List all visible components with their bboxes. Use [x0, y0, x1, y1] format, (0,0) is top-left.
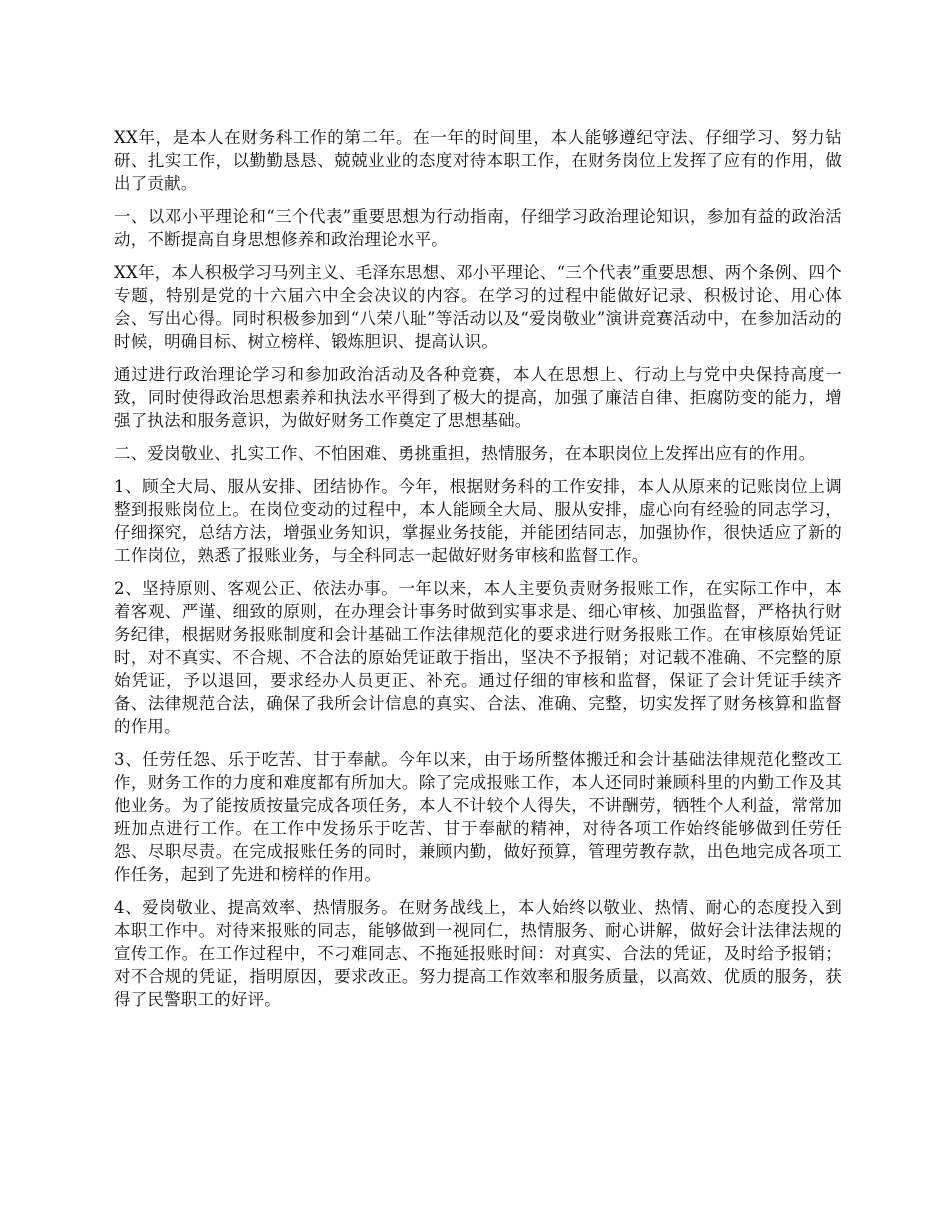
paragraph-political-result: 通过进行政治理论学习和参加政治活动及各种竞赛，本人在思想上、行动上与党中央保持高度一致，同时使得政治思想素养和执法水平得到了极大的提高，加强了廉洁自律、拒腐防变的能力，增强了执法和服务意识，为做好财务工作奠定了思想基础。 — [114, 365, 842, 430]
paragraph-study: XX年，本人积极学习马列主义、毛泽东思想、邓小平理论、“三个代表”重要思想、两个条例、四个专题，特别是党的十六届六中全会决议的内容。在学习的过程中能做好记录、积极讨论、用心体会、写出心得。同时积极参加到“八荣八耻”等活动以及“爱岗敬业”演讲竞赛活动中，在参加活动的时候，明确目标、树立榜样、锻炼胆识、提高认识。 — [114, 263, 842, 351]
paragraph-intro: XX年，是本人在财务科工作的第二年。在一年的时间里，本人能够遵纪守法、仔细学习、努力钻研、扎实工作，以勤勤恳恳、兢兢业业的态度对待本职工作，在财务岗位上发挥了应有的作用，做出了贡献。 — [114, 128, 842, 193]
item-1-teamwork: 1、顾全大局、服从安排、团结协作。今年，根据财务科的工作安排，本人从原来的记账岗位上调整到报账岗位上。在岗位变动的过程中，本人能顾全大局、服从安排，虚心向有经验的同志学习，仔细探究，总结方法，增强业务知识，掌握业务技能，并能团结同志，加强协作，很快适应了新的工作岗位，熟悉了报账业务，与全科同志一起做好财务审核和监督工作。 — [114, 477, 842, 565]
section-heading-2: 二、爱岗敬业、扎实工作、不怕困难、勇挑重担，热情服务，在本职岗位上发挥出应有的作用。 — [114, 444, 816, 463]
item-3-dedication: 3、任劳任怨、乐于吃苦、甘于奉献。今年以来，由于场所整体搬迁和会计基础法律规范化整改工作，财务工作的力度和难度都有所加大。除了完成报账工作，本人还同时兼顾科里的内勤工作及其他业务。为了能按质按量完成各项任务，本人不计较个人得失，不讲酬劳，牺牲个人利益，常常加班加点进行工作。在工作中发扬乐于吃苦、甘于奉献的精神，对待各项工作始终能够做到任劳任怨、尽职尽责。在完成报账任务的同时，兼顾内勤，做好预算，管理劳教存款，出色地完成各项工作任务，起到了先进和榜样的作用。 — [114, 750, 842, 884]
document-body — [114, 126, 842, 1021]
item-2-principles: 2、坚持原则、客观公正、依法办事。一年以来，本人主要负责财务报账工作，在实际工作中，本着客观、严谨、细致的原则，在办理会计事务时做到实事求是、细心审核、加强监督，严格执行财务纪律，根据财务报账制度和会计基础工作法律规范化的要求进行财务报账工作。在审核原始凭证时，对不真实、不合规、不合法的原始凭证敢于指出，坚决不予报销；对记载不准确、不完整的原始凭证，予以退回，要求经办人员更正、补充。通过仔细的审核和监督，保证了会计凭证手续齐备、法律规范合法，确保了我所会计信息的真实、合法、准确、完整，切实发挥了财务核算和监督的作用。 — [114, 579, 842, 736]
section-heading-1: 一、以邓小平理论和“三个代表”重要思想为行动指南，仔细学习政治理论知识，参加有益的政治活动，不断提高自身思想修养和政治理论水平。 — [114, 207, 842, 249]
item-4-service: 4、爱岗敬业、提高效率、热情服务。在财务战线上，本人始终以敬业、热情、耐心的态度投入到本职工作中。对待来报账的同志，能够做到一视同仁，热情服务、耐心讲解，做好会计法律法规的宣传工作。在工作过程中，不刁难同志、不拖延报账时间：对真实、合法的凭证，及时给予报销；对不合规的凭证，指明原因，要求改正。努力提高工作效率和服务质量，以高效、优质的服务，获得了民警职工的好评。 — [114, 898, 842, 1009]
